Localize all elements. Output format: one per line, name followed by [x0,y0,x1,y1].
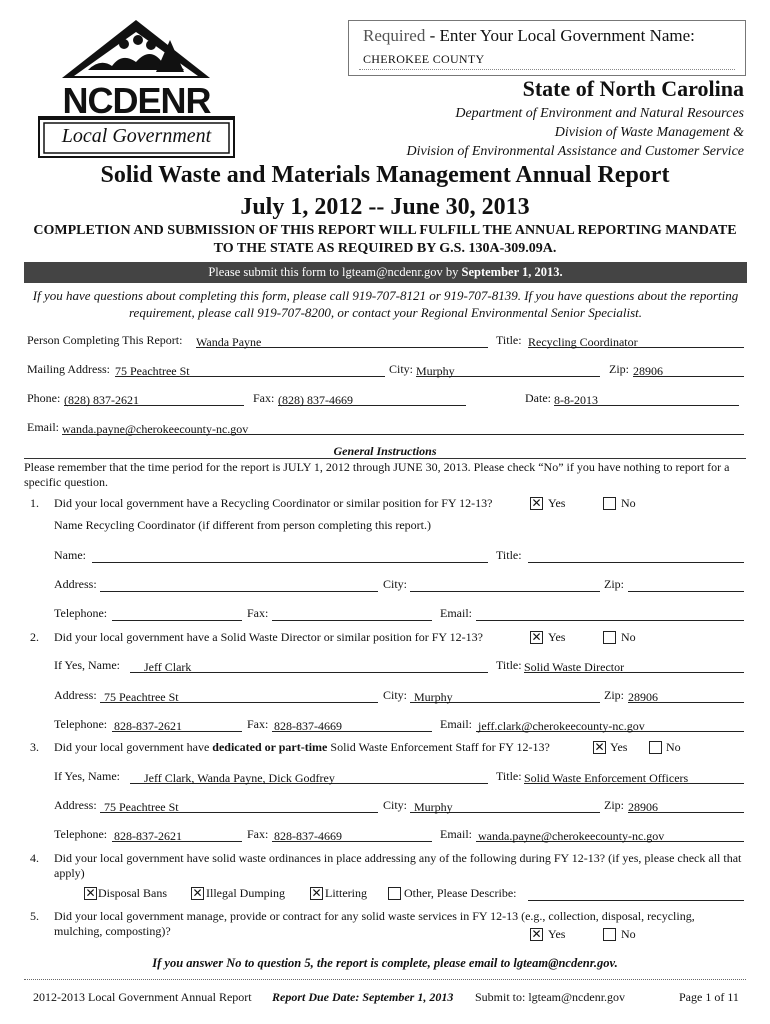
q1-yes-label: Yes [548,496,566,510]
q1-city-field[interactable] [410,577,600,592]
mandate-notice: COMPLETION AND SUBMISSION OF THIS REPORT WILL FULFILL THE ANNUAL REPORTING MANDATE TO THE STATE AS REQUIRED BY G.S. 130A-309.09A. [33,223,737,256]
q2-city-label: City: [383,688,408,702]
q2-zip-field[interactable]: 28906 [628,688,744,703]
department-block: Department of Environment and Natural Resources Division of Waste Management & Division of Environmental Assistance and Customer Service [406,106,744,159]
date-field[interactable]: 8-8-2013 [554,391,739,406]
q2-address-field[interactable]: 75 Peachtree St [100,688,378,703]
q2-email-label: Email: [440,717,472,731]
q2-telephone-label: Telephone: [54,717,108,731]
q4-disposal-bans-checkbox[interactable]: ✕ [85,886,96,900]
q3-address-field[interactable]: 75 Peachtree St [100,798,378,813]
q1-city-label: City: [383,577,408,591]
q4-other-checkbox[interactable] [388,887,401,900]
q2-no-checkbox[interactable] [603,631,616,644]
q3-email-label: Email: [440,827,472,841]
q3-zip-field[interactable]: 28906 [628,798,744,813]
q1-address-label: Address: [54,577,97,591]
q4-littering-checkbox[interactable]: ✕ [311,886,322,900]
q1-fax-label: Fax: [247,606,269,620]
q1-title-label: Title: [496,548,522,562]
footer-divider [24,979,746,980]
q4-number: 4. [30,851,39,865]
q3-fax-label: Fax: [247,827,269,841]
q2-zip-label: Zip: [604,688,624,702]
q1-title-field[interactable] [528,548,744,563]
footer-submit: Submit to: lgteam@ncdenr.gov [475,990,626,1004]
phone-label: Phone: [27,391,61,405]
q1-telephone-field[interactable] [112,606,242,621]
q2-title-label: Title: [496,658,522,672]
q2-text: Did your local government have a Solid Waste Director or similar position for FY 12-13? [54,630,483,644]
footer-report-name: 2012-2013 Local Government Annual Report [33,990,252,1004]
q1-telephone-label: Telephone: [54,606,108,620]
q4-illegal-dumping-checkbox[interactable]: ✕ [192,886,203,900]
logo-text: NCDENR [62,80,211,121]
q5-number: 5. [30,909,39,923]
q3-telephone-label: Telephone: [54,827,108,841]
q1-no-label: No [621,496,636,510]
q4-other-field[interactable] [528,886,744,901]
submission-banner: Please submit this form to lgteam@ncdenr.gov by September 1, 2013. [24,262,747,283]
report-period: July 1, 2012 -- June 30, 2013 [240,194,530,220]
q4-text: Did your local government have solid waste ordinances in place addressing any of the following during FY 12-13? (if yes, please check all that apply) [54,851,742,880]
phone-field[interactable]: (828) 837-2621 [64,391,244,406]
title-label: Title: [496,333,522,347]
report-title: Solid Waste and Materials Management Annual Report [100,162,670,188]
footer-page-number: Page 1 of 11 [679,990,739,1004]
person-label: Person Completing This Report: [27,333,183,347]
q3-title-field[interactable]: Solid Waste Enforcement Officers [524,769,744,784]
state-heading: State of North Carolina [522,76,744,101]
mailing-address-field[interactable]: 75 Peachtree St [115,362,385,377]
completion-note: If you answer No to question 5, the report is complete, please email to lgteam@ncdenr.gov. [152,956,618,970]
q2-title-field[interactable]: Solid Waste Director [524,658,744,673]
q3-telephone-field[interactable]: 828-837-2621 [112,827,242,842]
q1-zip-label: Zip: [604,577,624,591]
q3-name-field[interactable]: Jeff Clark, Wanda Payne, Dick Godfrey [130,769,488,784]
q2-yes-label: Yes [548,630,566,644]
q1-address-field[interactable] [100,577,378,592]
divider [24,458,746,459]
q2-fax-label: Fax: [247,717,269,731]
q1-number: 1. [30,496,39,510]
general-instructions-text: Please remember that the time period for the report is JULY 1, 2012 through JUNE 30, 2013. Please check “No” if you have nothing to report for a specific question. [24,460,730,489]
person-field[interactable]: Wanda Payne [196,333,488,348]
city-field[interactable]: Murphy [416,362,600,377]
q3-fax-field[interactable]: 828-837-4669 [272,827,432,842]
q2-ifyes-label: If Yes, Name: [54,658,120,672]
q1-email-label: Email: [440,606,472,620]
q3-yes-checkbox[interactable]: ✕ [594,740,605,754]
fax-field[interactable]: (828) 837-4669 [278,391,466,406]
q2-name-field[interactable]: Jeff Clark [130,658,488,673]
q3-address-label: Address: [54,798,97,812]
q3-text: Did your local government have dedicated or part-time Solid Waste Enforcement Staff for FY 12-13? [54,740,550,754]
q1-name-label: Name: [54,548,86,562]
q2-telephone-field[interactable]: 828-837-2621 [112,717,242,732]
q2-city-field[interactable]: Murphy [410,688,600,703]
q3-no-checkbox[interactable] [649,741,662,754]
questions-info: If you have questions about completing this form, please call 919-707-8121 or 919-707-8139. If you have questions about the reporting requirement, please call 919-707-8200, or contact your Regional Environmental Senior Specialist. [32,288,739,320]
q4-littering-label: Littering [325,886,367,900]
footer-due-date: Report Due Date: September 1, 2013 [272,990,454,1004]
email-label: Email: [27,420,59,434]
general-instructions-title: General Instructions [333,444,437,458]
required-label: Required - Enter Your Local Government Name: [363,26,695,45]
q4-disposal-bans-label: Disposal Bans [98,886,167,900]
q4-illegal-dumping-label: Illegal Dumping [206,886,285,900]
q5-no-checkbox[interactable] [603,928,616,941]
q1-email-field[interactable] [476,606,744,621]
q3-zip-label: Zip: [604,798,624,812]
ncdenr-logo [38,18,235,158]
mailing-address-label: Mailing Address: [27,362,110,376]
city-label: City: [389,362,414,376]
q5-yes-label: Yes [548,927,566,941]
q2-address-label: Address: [54,688,97,702]
q3-ifyes-label: If Yes, Name: [54,769,120,783]
q1-fax-field[interactable] [272,606,432,621]
q5-text: Did your local government manage, provide or contract for any solid waste services in FY 12-13 (e.g., collection, disposal, recycling, mulching, composting)? [54,909,695,938]
q1-yes-checkbox[interactable]: ✕ [531,496,542,510]
q2-number: 2. [30,630,39,644]
zip-label: Zip: [609,362,629,376]
q3-yes-label: Yes [610,740,628,754]
q3-title-label: Title: [496,769,522,783]
q2-fax-field[interactable]: 828-837-4669 [272,717,432,732]
title-field[interactable]: Recycling Coordinator [528,333,744,348]
q2-no-label: No [621,630,636,644]
q1-subtext: Name Recycling Coordinator (if different from person completing this report.) [54,518,432,532]
q5-yes-checkbox[interactable]: ✕ [531,927,542,941]
q2-yes-checkbox[interactable]: ✕ [531,630,542,644]
q5-no-label: No [621,927,636,941]
local-government-name-input[interactable]: CHEROKEE COUNTY [363,52,485,66]
q3-city-label: City: [383,798,408,812]
q4-other-label: Other, Please Describe: [404,886,517,900]
q1-no-checkbox[interactable] [603,497,616,510]
q3-city-field[interactable]: Murphy [410,798,600,813]
q2-email-field[interactable]: jeff.clark@cherokeecounty-nc.gov [476,717,744,732]
q1-zip-field[interactable] [628,577,744,592]
date-label: Date: [525,391,551,405]
local-government-name-box [348,20,746,76]
q1-name-field[interactable] [92,548,488,563]
q3-no-label: No [666,740,681,754]
q3-email-field[interactable]: wanda.payne@cherokeecounty-nc.gov [476,827,744,842]
email-field[interactable]: wanda.payne@cherokeecounty-nc.gov [62,420,744,435]
fax-label: Fax: [253,391,275,405]
q1-text: Did your local government have a Recycling Coordinator or similar position for FY 12-13? [54,496,493,510]
logo-subtitle: Local Government [61,125,212,147]
zip-field[interactable]: 28906 [633,362,744,377]
q3-number: 3. [30,740,39,754]
